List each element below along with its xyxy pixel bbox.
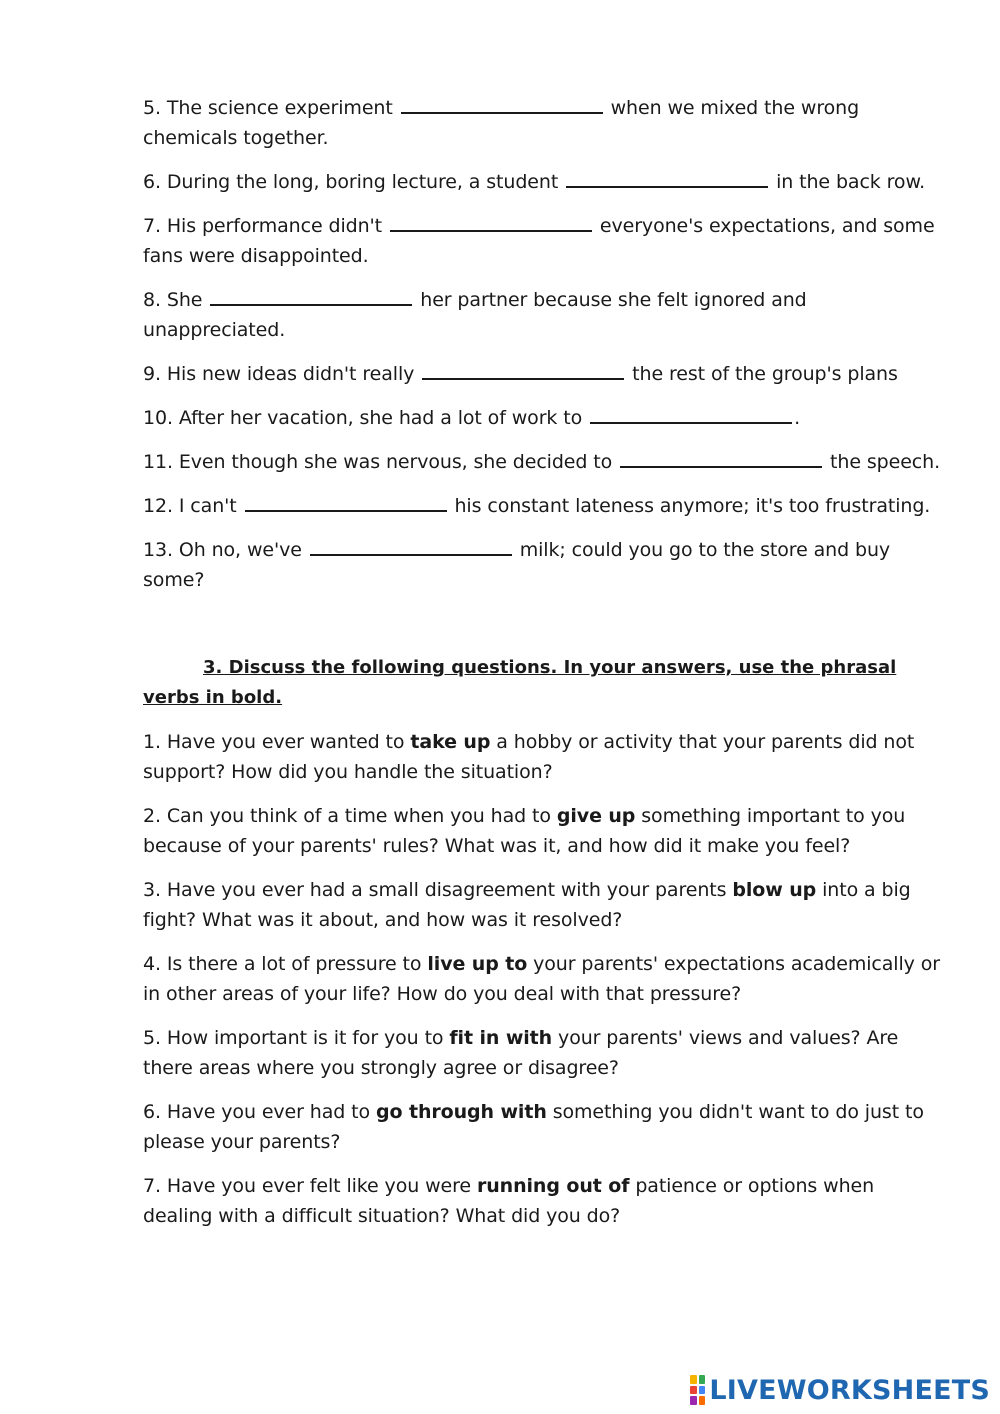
item-text: 12. I can't <box>143 495 243 517</box>
logo-text: LIVEWORKSHEETS <box>709 1374 990 1406</box>
exercise-item-10 <box>143 403 943 433</box>
question-text: a hobby or activity that your parents did not support? How did you handle the situation? <box>143 731 915 783</box>
answer-blank-6[interactable] <box>566 168 768 188</box>
phrasal-verb: running out of <box>476 1175 630 1197</box>
item-text: . <box>794 407 801 429</box>
discussion-question-2 <box>143 801 943 861</box>
question-text: your parents' expectations academically or in other areas of your life? How do you deal with that pressure? <box>143 953 940 1005</box>
item-text: 6. During the long, boring lecture, a student <box>143 171 565 193</box>
phrasal-verb: take up <box>410 731 491 753</box>
item-text: 9. His new ideas didn't really <box>143 363 421 385</box>
question-text: 2. Can you think of a time when you had to <box>143 805 557 827</box>
liveworksheets-logo-icon <box>690 1375 705 1405</box>
exercise-item-9 <box>143 359 943 389</box>
question-text: 1. Have you ever wanted to <box>143 731 411 753</box>
item-text: 10. After her vacation, she had a lot of work to <box>143 407 589 429</box>
question-text: into a big fight? What was it about, and how was it resolved? <box>143 879 911 931</box>
worksheet-page <box>143 93 943 1245</box>
item-text: 13. Oh no, we've <box>143 539 308 561</box>
question-text: 4. Is there a lot of pressure to <box>143 953 428 975</box>
phrasal-verb: blow up <box>732 879 817 901</box>
discussion-question-3 <box>143 875 943 935</box>
exercise-item-6 <box>143 167 943 197</box>
item-text: the rest of the group's plans <box>626 363 898 385</box>
phrasal-verb: fit in with <box>449 1027 553 1049</box>
answer-blank-7[interactable] <box>390 212 592 232</box>
item-text: everyone's expectations, and some fans were disappointed. <box>143 215 935 267</box>
item-text: his constant lateness anymore; it's too frustrating. <box>448 495 931 517</box>
item-text: her partner because she felt ignored and unappreciated. <box>143 289 807 341</box>
item-text: when we mixed the wrong chemicals together. <box>143 97 860 149</box>
exercise-3-heading: 3. Discuss the following questions. In your answers, use the phrasal verbs in bold. <box>143 657 897 708</box>
item-text: 5. The science experiment <box>143 97 399 119</box>
exercise-3-questions <box>143 727 943 1231</box>
answer-blank-12[interactable] <box>245 492 447 512</box>
phrasal-verb: live up to <box>427 953 528 975</box>
question-text: 7. Have you ever felt like you were <box>143 1175 477 1197</box>
item-text: 7. His performance didn't <box>143 215 388 237</box>
question-text: 6. Have you ever had to <box>143 1101 376 1123</box>
exercise-item-12 <box>143 491 943 521</box>
question-text: 3. Have you ever had a small disagreement with your parents <box>143 879 733 901</box>
item-text: in the back row. <box>770 171 926 193</box>
answer-blank-5[interactable] <box>401 94 603 114</box>
question-text: something you didn't want to do just to please your parents? <box>143 1101 924 1153</box>
exercise-item-13 <box>143 535 943 595</box>
liveworksheets-logo <box>690 1372 990 1408</box>
item-text: milk; could you go to the store and buy some? <box>143 539 891 591</box>
exercise-item-8 <box>143 285 943 345</box>
question-text: your parents' views and values? Are there areas where you strongly agree or disagree? <box>143 1027 899 1079</box>
answer-blank-10[interactable] <box>590 404 792 424</box>
answer-blank-9[interactable] <box>422 360 624 380</box>
exercise-item-7 <box>143 211 943 271</box>
phrasal-verb: go through with <box>376 1101 547 1123</box>
discussion-question-4 <box>143 949 943 1009</box>
item-text: 8. She <box>143 289 209 311</box>
item-text: the speech. <box>824 451 941 473</box>
question-text: 5. How important is it for you to <box>143 1027 450 1049</box>
exercise-2-list <box>143 93 943 595</box>
exercise-item-5 <box>143 93 943 153</box>
discussion-question-6 <box>143 1097 943 1157</box>
answer-blank-13[interactable] <box>310 536 512 556</box>
answer-blank-11[interactable] <box>620 448 822 468</box>
discussion-question-7 <box>143 1171 943 1231</box>
discussion-question-5 <box>143 1023 943 1083</box>
discussion-question-1 <box>143 727 943 787</box>
question-text: something important to you because of your parents' rules? What was it, and how did it make you feel? <box>143 805 906 857</box>
item-text: 11. Even though she was nervous, she decided to <box>143 451 619 473</box>
question-text: patience or options when dealing with a difficult situation? What did you do? <box>143 1175 875 1227</box>
phrasal-verb: give up <box>556 805 636 827</box>
exercise-item-11 <box>143 447 943 477</box>
answer-blank-8[interactable] <box>210 286 412 306</box>
